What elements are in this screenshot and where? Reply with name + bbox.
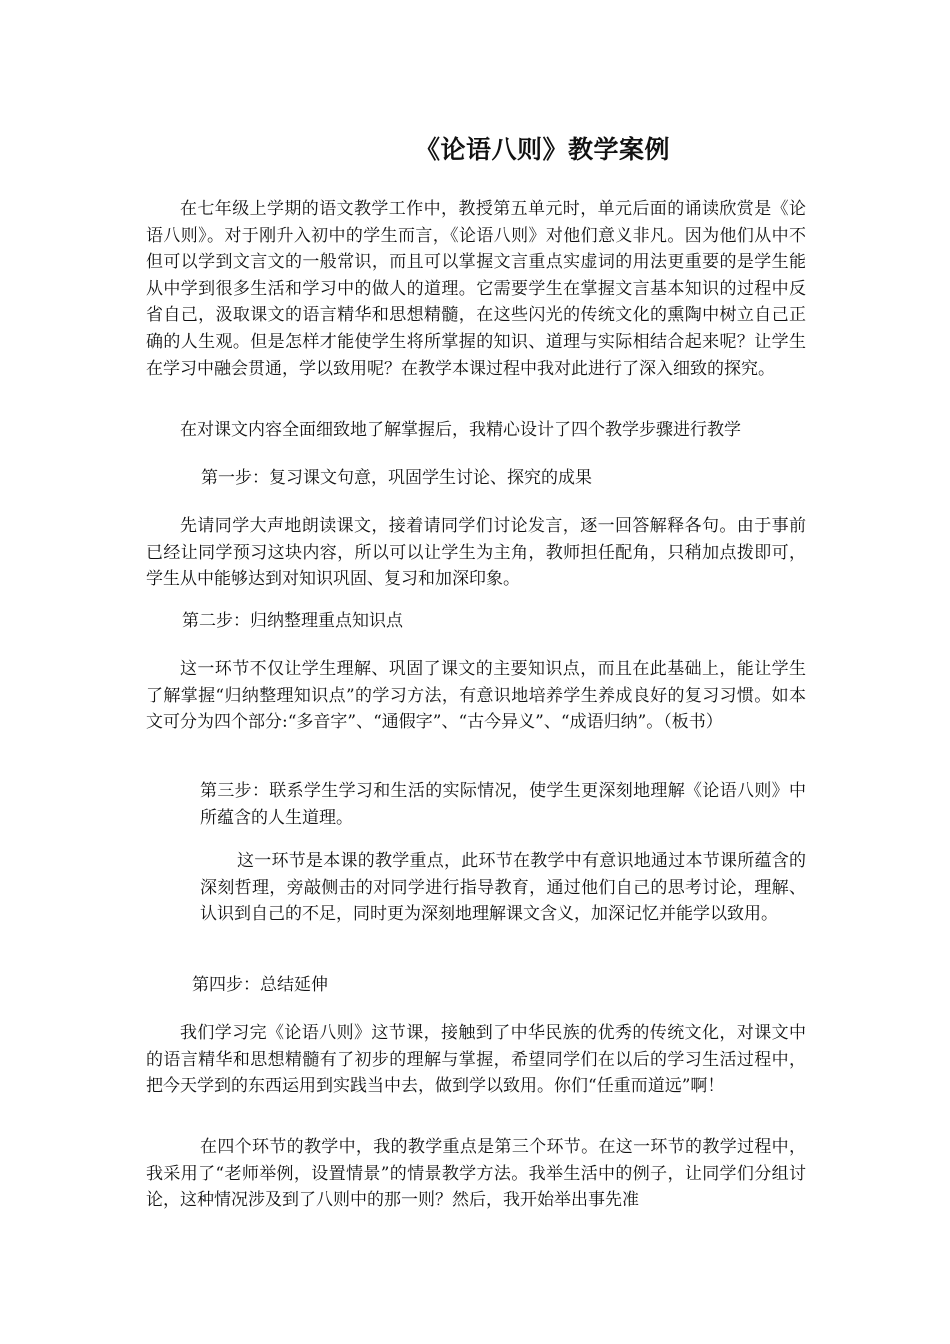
intro-paragraph: 在七年级上学期的语文教学工作中，教授第五单元时，单元后面的诵读欣赏是《论语八则》。对于刚升入初中的学生而言，《论语八则》对他们意义非凡。因为他们从中不但可以学到文言文的一般常识，而且可以掌握文言重点实虚词的用法更重要的是学生能从中学到很多生活和学习中的做人的道理。它需要学生在掌握文言基本知识的过程中反省自己，汲取课文的语言精华和思想精髓，在这些闪光的传统文化的熏陶中树立自己正确的人生观。但是怎样才能使学生将所掌握的知识、道理与实际相结合起来呢？让学生在学习中融会贯通，学以致用呢？在教学本课过程中我对此进行了深入细致的探究。 xyxy=(146,199,806,379)
step3-body: 这一环节是本课的教学重点，此环节在教学中有意识地通过本节课所蕴含的深刻哲理，旁敲侧击的对同学进行指导教育，通过他们自己的思考讨论，理解、认识到自己的不足，同时更为深刻地理解课文含义，加深记忆并能学以致用。 xyxy=(200,851,806,925)
step4-heading: 第四步：总结延伸 xyxy=(192,975,328,995)
step2-body: 这一环节不仅让学生理解、巩固了课文的主要知识点，而且在此基础上，能让学生了解掌握“归纳整理知识点”的学习方法，有意识地培养学生养成良好的复习习惯。如本文可分为四个部分:“多音字”、“通假字”、“古今异义”、“成语归纳”。（板书） xyxy=(146,659,806,733)
step2-heading: 第二步：归纳整理重点知识点 xyxy=(182,611,403,631)
design-paragraph: 在对课文内容全面细致地了解掌握后，我精心设计了四个教学步骤进行教学 xyxy=(180,420,741,440)
step1-body: 先请同学大声地朗读课文，接着请同学们讨论发言，逐一回答解释各句。由于事前已经让同学预习这块内容，所以可以让学生为主角，教师担任配角，只稍加点拨即可，学生从中能够达到对知识巩固、复习和加深印象。 xyxy=(146,516,806,590)
document-title: 《论语八则》教学案例 xyxy=(414,135,670,164)
step1-heading: 第一步：复习课文句意，巩固学生讨论、探究的成果 xyxy=(201,468,592,488)
closing-paragraph: 在四个环节的教学中，我的教学重点是第三个环节。在这一环节的教学过程中，我采用了“老师举例，设置情景”的情景教学方法。我举生活中的例子，让同学们分组讨论，这种情况涉及到了八则中的那一则？然后，我开始举出事先准 xyxy=(146,1137,806,1211)
step4-body: 我们学习完《论语八则》这节课，接触到了中华民族的优秀的传统文化，对课文中的语言精华和思想精髓有了初步的理解与掌握，希望同学们在以后的学习生活过程中，把今天学到的东西运用到实践当中去，做到学以致用。你们“任重而道远”啊！ xyxy=(146,1023,806,1097)
step3-heading: 第三步：联系学生学习和生活的实际情况，使学生更深刻地理解《论语八则》中所蕴含的人生道理。 xyxy=(200,781,806,828)
